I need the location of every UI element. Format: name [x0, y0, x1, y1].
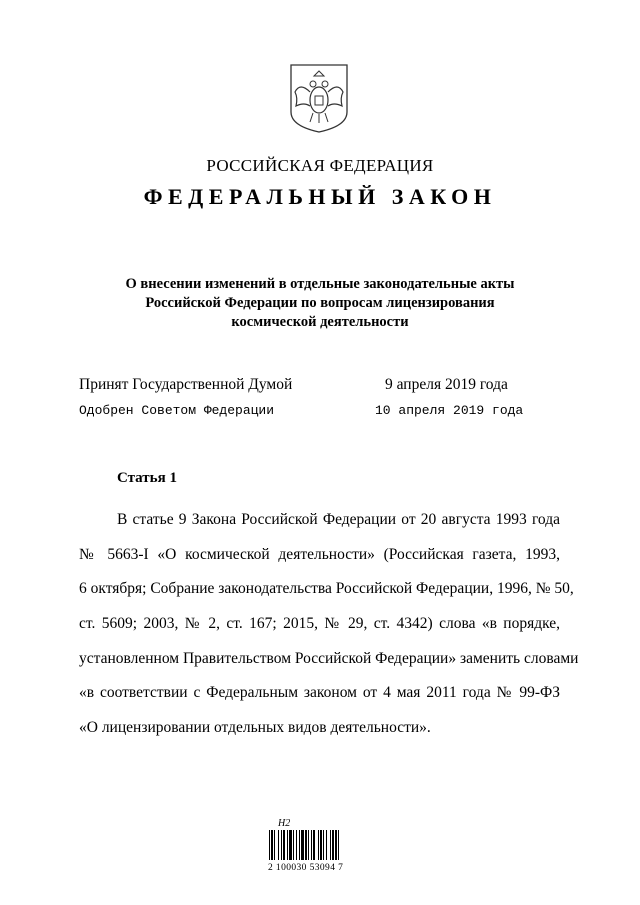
barcode-bar [271, 830, 273, 860]
barcode-bar [281, 830, 282, 860]
barcode-number: 2 100030 53094 7 [268, 863, 344, 873]
barcode-mark: Н2 [278, 818, 291, 829]
paragraph-line: установленном Правительством Российской Федерации» заменить словами [79, 649, 579, 667]
paragraph-line: В статье 9 Закона Российской Федерации от 20 августа 1993 года [117, 511, 560, 528]
barcode-bar [326, 830, 327, 860]
article-heading: Статья 1 [117, 470, 177, 486]
paragraph-line: «О лицензировании отдельных видов деятельности». [79, 719, 431, 737]
paragraph-line: 6 октября; Собрание законодательства Российской Федерации, 1996, № 50, [79, 580, 574, 598]
barcode-bar [305, 830, 307, 860]
barcode-bar [320, 830, 322, 860]
barcode-bar [335, 830, 337, 860]
adopted-by-duma-label: Принят Государственной Думой [79, 376, 293, 393]
paragraph-line: «в соответствии с Федеральным законом от 4 мая 2011 года № 99-ФЗ [79, 684, 560, 702]
adopted-date: 9 апреля 2019 года [385, 376, 508, 393]
barcode-graphic [268, 830, 368, 860]
article-paragraph [79, 503, 579, 746]
law-subject-line: Российской Федерации по вопросам лицензирования [145, 295, 495, 311]
barcode-bar [338, 830, 339, 860]
barcode-bar [283, 830, 285, 860]
barcode-bar [287, 830, 288, 860]
barcode-bar [301, 830, 304, 860]
law-subject-line: космической деятельности [231, 314, 409, 330]
approved-by-council-label: Одобрен Советом Федерации [79, 403, 275, 418]
paragraph-line: ст. 5609; 2003, № 2, ст. 167; 2015, № 29, ст. 4342) слова «в порядке, [79, 615, 560, 633]
barcode-bar [332, 830, 334, 860]
paragraph-line: № 5663-I «О космической деятельности» (Российская газета, 1993, [79, 545, 560, 563]
barcode-bar [308, 830, 309, 860]
coat-of-arms-emblem [286, 62, 352, 134]
barcode-bar [313, 830, 315, 860]
barcode-bar [330, 830, 331, 860]
law-subject-line: О внесении изменений в отдельные законодательные акты [125, 276, 515, 292]
country-heading: РОССИЙСКАЯ ФЕДЕРАЦИЯ [206, 156, 434, 175]
approved-date: 10 апреля 2019 года [375, 403, 524, 418]
barcode-bar [269, 830, 270, 860]
barcode-bar [311, 830, 312, 860]
document-type-title: ФЕДЕРАЛЬНЫЙ ЗАКОН [143, 184, 497, 209]
barcode-bar [323, 830, 324, 860]
barcode-bar [293, 830, 294, 860]
barcode-bar [278, 830, 279, 860]
barcode-bar [289, 830, 292, 860]
barcode-bar [274, 830, 275, 860]
barcode-bar [299, 830, 300, 860]
law-subject [0, 275, 640, 332]
barcode-bar [296, 830, 297, 860]
barcode-bar [318, 830, 319, 860]
